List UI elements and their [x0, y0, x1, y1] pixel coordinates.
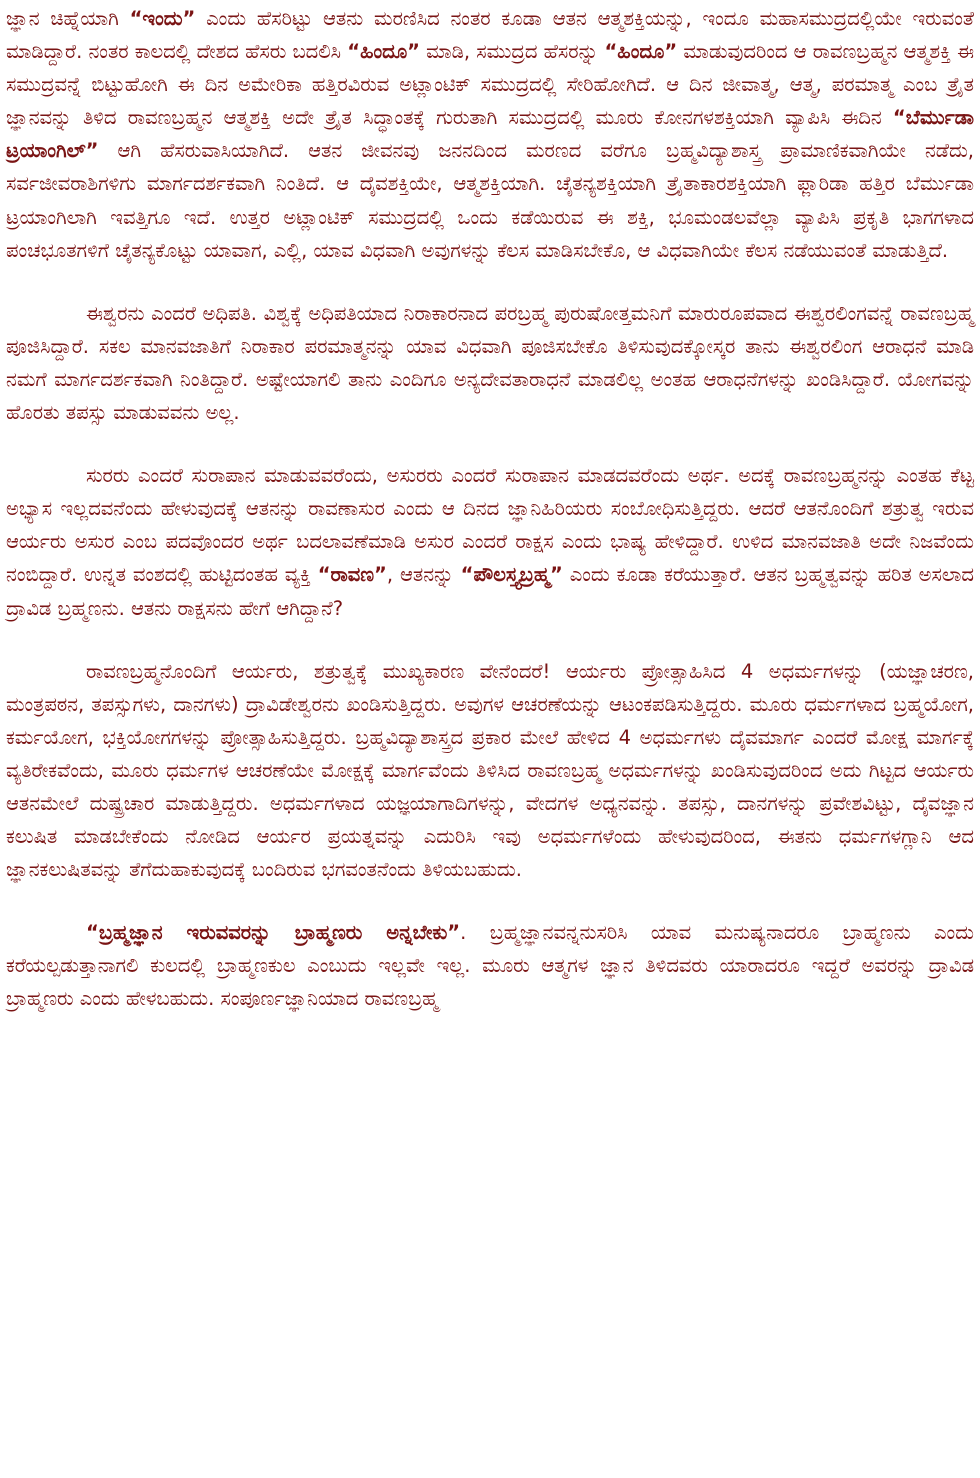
- paragraph-1-bold-indu: “ಇಂದು”: [129, 7, 196, 30]
- paragraph-1-text-4: ಮಾಡುವುದರಿಂದ ಆ ರಾವಣಬ್ರಹ್ಮನ ಆತ್ಮಶಕ್ತಿ ಈ ಸಮುದ್ರವನ್ನೆ ಬಿಟ್ಟುಹೋಗಿ ಈ ದಿನ ಅಮೇರಿಕಾ ಹತ್ತಿರವಿರುವ ಅಟ್ಲಾಂಟಿಕ್ ಸಮುದ್ರದಲ್ಲಿ ಸೇರಿಹೋಗಿದೆ. ಆ ದಿನ ಜೀವಾತ್ಮ, ಆತ್ಮ, ಪರಮಾತ್ಮ ಎಂಬ ತ್ರೈತ ಜ್ಞಾನವನ್ನು ತಿಳಿದ ರಾವಣಬ್ರಹ್ಮನ ಆತ್ಮಶಕ್ತಿ ಅದೇ ತ್ರೈತ ಸಿದ್ಧಾಂತಕ್ಕೆ ಗುರುತಾಗಿ ಸಮುದ್ರದಲ್ಲಿ ಮೂರು ಕೋನಗಳಶಕ್ತಿಯಾಗಿ ವ್ಯಾಪಿಸಿ ಈದಿನ: [6, 40, 975, 130]
- paragraph-3: [6, 459, 974, 624]
- paragraph-1-bold-hindu-1: “ಹಿಂದೂ”: [347, 40, 420, 64]
- paragraph-3-text-2: , ಆತನನ್ನು: [386, 563, 461, 587]
- paragraph-1-text-5: ಆಗಿ ಹೆಸರುವಾಸಿಯಾಗಿದೆ. ಆತನ ಜೀವನವು ಜನನದಿಂದ ಮರಣದ ವರೆಗೂ ಬ್ರಹ್ಮವಿದ್ಯಾಶಾಸ್ತ್ರ ಪ್ರಾಮಾಣಿಕವಾಗಿಯೇ ನಡೆದು, ಸರ್ವಜೀವರಾಶಿಗಳಿಗು ಮಾರ್ಗದರ್ಶಕವಾಗಿ ನಿಂತಿದೆ. ಆ ದೈವಶಕ್ತಿಯೇ, ಆತ್ಮಶಕ್ತಿಯಾಗಿ. ಚೈತನ್ಯಶಕ್ತಿಯಾಗಿ ತ್ರೈತಾಕಾರಶಕ್ತಿಯಾಗಿ ಫ್ಲಾರಿಡಾ ಹತ್ತಿರ ಬೆರ್ಮುಡಾ ಟ್ರಯಾಂಗಿಲಾಗಿ ಇವತ್ತಿಗೂ ಇದೆ. ಉತ್ತರ ಅಟ್ಲಾಂಟಿಕ್ ಸಮುದ್ರದಲ್ಲಿ ಒಂದು ಕಡೆಯಿರುವ ಈ ಶಕ್ತಿ, ಭೂಮಂಡಲವೆಲ್ಲಾ ವ್ಯಾಪಿಸಿ ಪ್ರಕೃತಿ ಭಾಗಗಳಾದ ಪಂಚಭೂತಗಳಿಗೆ ಚೈತನ್ಯಕೊಟ್ಟು ಯಾವಾಗ, ಎಲ್ಲಿ, ಯಾವ ವಿಧವಾಗಿ ಅವುಗಳನ್ನು ಕೆಲಸ ಮಾಡಿಸಬೇಕೊ, ಆ ವಿಧವಾಗಿಯೇ ಕೆಲಸ ನಡೆಯುವಂತೆ ಮಾಡುತ್ತಿದೆ.: [6, 139, 974, 262]
- paragraph-3-text-1: ಸುರರು ಎಂದರೆ ಸುರಾಪಾನ ಮಾಡುವವರೆಂದು, ಅಸುರರು ಎಂದರೆ ಸುರಾಪಾನ ಮಾಡದವರೆಂದು ಅರ್ಥ. ಅದಕ್ಕೆ ರಾವಣಬ್ರಹ್ಮನನ್ನು ಎಂತಹ ಕೆಟ್ಟ ಅಭ್ಯಾಸ ಇಲ್ಲದವನೆಂದು ಹೇಳುವುದಕ್ಕೆ ಆತನನ್ನು ರಾವಣಾಸುರ ಎಂದು ಆ ದಿನದ ಜ್ಞಾನಿಹಿರಿಯರು ಸಂಬೋಧಿಸುತ್ತಿದ್ದರು. ಆದರೆ ಆತನೊಂದಿಗೆ ಶತ್ರುತ್ವ ಇರುವ ಆರ್ಯರು ಅಸುರ ಎಂಬ ಪದವೊಂದರ ಅರ್ಥ ಬದಲಾವಣೆಮಾಡಿ ಅಸುರ ಎಂದರೆ ರಾಕ್ಷಸ ಎಂದು ಭಾಷ್ಯ ಹೇಳಿದ್ದಾರೆ. ಉಳಿದ ಮಾನವಜಾತಿ ಅದೇ ನಿಜವೆಂದು ನಂಬಿದ್ದಾರೆ. ಉನ್ನತ ವಂಶದಲ್ಲಿ ಹುಟ್ಟಿದಂತಹ ವ್ಯಕ್ತಿ: [6, 464, 974, 587]
- paragraph-3-bold-ravana: “ರಾವಣ”: [317, 563, 387, 587]
- paragraph-3-text-3: ಎಂದು ಕೂಡಾ ಕರೆಯುತ್ತಾರೆ. ಆತನ ಬ್ರಹ್ಮತ್ವವನ್ನು ಹರಿತ ಅಸಲಾದ ದ್ರಾವಿಡ ಬ್ರಹ್ಮಣನು. ಆತನು ರಾಕ್ಷಸನು ಹೇಗೆ ಆಗಿದ್ದಾನೆ?: [6, 563, 974, 620]
- paragraph-1-text-1: ಜ್ಞಾನ ಚಿಹ್ನೆಯಾಗಿ: [6, 7, 130, 30]
- paragraph-1-text-2: ಎಂದು ಹೆಸರಿಟ್ಟು ಆತನು ಮರಣಿಸಿದ ನಂತರ ಕೂಡಾ ಆತನ ಆತ್ಮಶಕ್ತಿಯನ್ನು, ಇಂದೂ ಮಹಾಸಮುದ್ರದಲ್ಲಿಯೇ ಇರುವಂತೆ ಮಾಡಿದ್ದಾರೆ. ನಂತರ ಕಾಲದಲ್ಲಿ ದೇಶದ ಹೆಸರು ಬದಲಿಸಿ: [6, 7, 974, 64]
- paragraph-2: [6, 297, 974, 429]
- paragraph-4-text-1: ರಾವಣಬ್ರಹ್ಮನೊಂದಿಗೆ ಆರ್ಯರು, ಶತ್ರುತ್ವಕ್ಕೆ ಮುಖ್ಯಕಾರಣ ವೇನೆಂದರೆ! ಆರ್ಯರು ಪ್ರೋತ್ಸಾಹಿಸಿದ 4 ಅಧರ್ಮಗಳನ್ನು (ಯಜ್ಞಾಚರಣ, ಮಂತ್ರಪಠನ, ತಪಸ್ಸುಗಳು, ದಾನಗಳು) ದ್ರಾವಿಡೇಶ್ವರನು ಖಂಡಿಸುತ್ತಿದ್ದರು. ಅವುಗಳ ಆಚರಣೆಯನ್ನು ಆಟಂಕಪಡಿಸುತ್ತಿದ್ದರು. ಮೂರು ಧರ್ಮಗಳಾದ ಬ್ರಹ್ಮಯೋಗ, ಕರ್ಮಯೋಗ, ಭಕ್ತಿಯೋಗಗಳನ್ನು ಪ್ರೋತ್ಸಾಹಿಸುತ್ತಿದ್ದರು. ಬ್ರಹ್ಮವಿದ್ಯಾಶಾಸ್ತ್ರದ ಪ್ರಕಾರ ಮೇಲೆ ಹೇಳಿದ 4 ಅಧರ್ಮಗಳು ದೈವಮಾರ್ಗ ಎಂದರೆ ಮೋಕ್ಷ ಮಾರ್ಗಕ್ಕೆ ವ್ಯತಿರೇಕವೆಂದು, ಮೂರು ಧರ್ಮಗಳ ಆಚರಣೆಯೇ ಮೋಕ್ಷಕ್ಕೆ ಮಾರ್ಗವೆಂದು ತಿಳಿಸಿದ ರಾವಣಬ್ರಹ್ಮ ಅಧರ್ಮಗಳನ್ನು ಖಂಡಿಸುವುದರಿಂದ ಅದು ಗಿಟ್ಟದ ಆರ್ಯರು ಆತನಮೇಲೆ ದುಷ್ಪ್ರಚಾರ ಮಾಡುತ್ತಿದ್ದರು. ಅಧರ್ಮಗಳಾದ ಯಜ್ಞಯಾಗಾದಿಗಳನ್ನು, ವೇದಗಳ ಅಧ್ಯನವನ್ನು. ತಪಸ್ಸು, ದಾನಗಳನ್ನು ಪ್ರವೇಶವಿಟ್ಟು, ದೈವಜ್ಞಾನ ಕಲುಷಿತ ಮಾಡಬೇಕೆಂದು ನೋಡಿದ ಆರ್ಯರ ಪ್ರಯತ್ನವನ್ನು ಎದುರಿಸಿ ಇವು ಅಧರ್ಮಗಳೆಂದು ಹೇಳುವುದರಿಂದ, ಈತನು ಧರ್ಮಗಳಗ್ಲಾನಿ ಆದ ಜ್ಞಾನಕಲುಷಿತವನ್ನು ತೆಗೆದುಹಾಕುವುದಕ್ಕೆ ಬಂದಿರುವ ಭಗವಂತನೆಂದು ತಿಳಿಯಬಹುದು.: [6, 659, 974, 882]
- paragraph-5-text-1: . ಬ್ರಹ್ಮಜ್ಞಾನವನ್ನನುಸರಿಸಿ ಯಾವ ಮನುಷ್ಯನಾದರೂ ಬ್ರಾಹ್ಮಣನು ಎಂದು ಕರೆಯಲ್ಪಡುತ್ತಾನಾಗಲಿ ಕುಲದಲ್ಲಿ ಬ್ರಾಹ್ಮಣಕುಲ ಎಂಬುದು ಇಲ್ಲವೇ ಇಲ್ಲ. ಮೂರು ಆತ್ಮಗಳ ಜ್ಞಾನ ತಿಳಿದವರು ಯಾರಾದರೂ ಇದ್ದರೆ ಅವರನ್ನು ದ್ರಾವಿಡ ಬ್ರಾಹ್ಮಣರು ಎಂದು ಹೇಳಬಹುದು. ಸಂಪೂರ್ಣಜ್ಞಾನಿಯಾದ ರಾವಣಬ್ರಹ್ಮ: [6, 921, 974, 1011]
- paragraph-1: [6, 2, 974, 267]
- paragraph-5: [6, 916, 974, 1015]
- paragraph-1-text-3: ಮಾಡಿ, ಸಮುದ್ರದ ಹೆಸರನ್ನು: [419, 40, 605, 64]
- paragraph-1-bold-bermuda: “ಬೆರ್ಮುಡಾ ಟ್ರಯಾಂಗಿಲ್”: [6, 106, 974, 163]
- paragraph-5-bold-quote: “ಬ್ರಹ್ಮಜ್ಞಾನ ಇರುವವರನ್ನು ಬ್ರಾಹ್ಮಣರು ಅನ್ನಬೇಕು”: [86, 921, 461, 945]
- paragraph-1-bold-hindu-2: “ಹಿಂದೂ”: [604, 40, 678, 64]
- paragraph-3-bold-paulastya: “ಪೌಲಸ್ತ್ಯಬ್ರಹ್ಮ”: [460, 563, 563, 587]
- paragraph-4: [6, 655, 974, 887]
- paragraph-2-text-1: ಈಶ್ವರನು ಎಂದರೆ ಅಧಿಪತಿ. ವಿಶ್ವಕ್ಕೆ ಅಧಿಪತಿಯಾದ ನಿರಾಕಾರನಾದ ಪರಬ್ರಹ್ಮ ಪುರುಷೋತ್ತಮನಿಗೆ ಮಾರುರೂಪವಾದ ಈಶ್ವರಲಿಂಗವನ್ನೆ ರಾವಣಬ್ರಹ್ಮ ಪೂಜಿಸಿದ್ದಾರೆ. ಸಕಲ ಮಾನವಜಾತಿಗೆ ನಿರಾಕಾರ ಪರಮಾತ್ಮನನ್ನು ಯಾವ ವಿಧವಾಗಿ ಪೂಜಿಸಬೇಕೊ ತಿಳಿಸುವುದಕ್ಕೋಸ್ಕರ ತಾನು ಈಶ್ವರಲಿಂಗ ಆರಾಧನೆ ಮಾಡಿ ನಮಗೆ ಮಾರ್ಗದರ್ಶಕವಾಗಿ ನಿಂತಿದ್ದಾರೆ. ಅಷ್ಟೇಯಾಗಲಿ ತಾನು ಎಂದಿಗೂ ಅನ್ಯದೇವತಾರಾಧನೆ ಮಾಡಲಿಲ್ಲ ಅಂತಹ ಆರಾಧನೆಗಳನ್ನು ಖಂಡಿಸಿದ್ದಾರೆ. ಯೋಗವನ್ನು ಹೊರತು ತಪಸ್ಸು ಮಾಡುವವನು ಅಲ್ಲ.: [6, 301, 974, 425]
